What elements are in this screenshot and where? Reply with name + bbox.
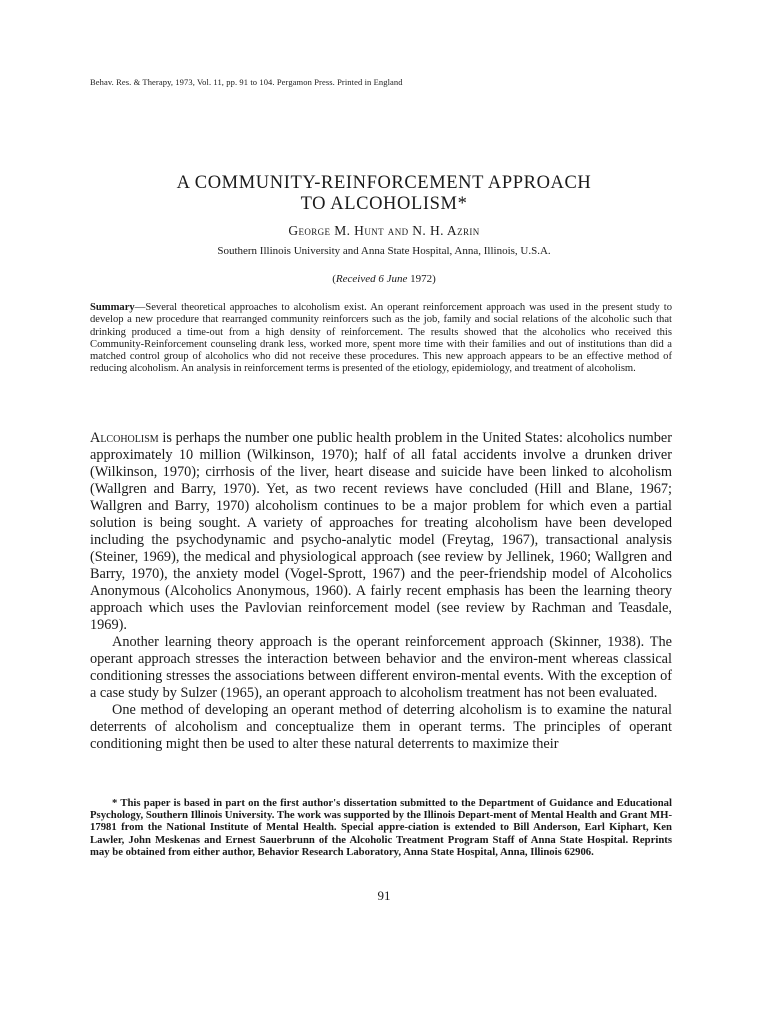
received-date: [0, 273, 768, 285]
abstract-summary: [90, 302, 672, 376]
journal-citation: Behav. Res. & Therapy, 1973, Vol. 11, pp. 91 to 104. Pergamon Press. Printed in England: [90, 77, 403, 87]
received-italic: Received 6 June: [335, 273, 408, 285]
body-paragraph-3: One method of developing an operant method of deterring alcoholism is to examine the natural deterrents of alcoholism and conceptualize them in operant terms. The principles of operant conditioning might then be used to alter these natural deterrents to maximize their: [90, 702, 672, 752]
footnote-text: * This paper is based in part on the first author's dissertation submitted to the Department of Guidance and Educational Psychology, Southern Illinois University. The work was supported by the Illinois Depart-ment of Mental Health and Grant MH-17981 from the National Institute of Mental Health. Special appre-ciation is extended to Bill Anderson, Earl Kiphart, Ken Lawler, John Meskenas and Ernest Sauerbrunn of the Alcoholic Treatment Program Staff of Anna State Hospital. Reprints may be obtained from either author, Behavior Research Laboratory, Anna State Hospital, Anna, Illinois 62906.: [90, 797, 673, 858]
page-number: 91: [377, 888, 391, 903]
summary-text: —Several theoretical approaches to alcoholism exist. An operant reinforcement approach was used in the present study to develop a new procedure that rearranged community reinforcers such as the job, family and social relations of the alcoholic such that drinking produced a time-out from a high density of reinforcement. The results showed that the alcoholics who received this Community-Reinforcement counseling drank less, worked more, spent more time with their families and out of institutions than did a matched control group of alcoholics who did not receive these procedures. This new approach appears to be an effective method of reducing alcoholism. An analysis in reinforcement terms is presented of the etiology, epidemiology, and treatment of alcoholism.: [90, 302, 672, 375]
body-paragraph-2: Another learning theory approach is the operant reinforcement approach (Skinner, 1938). The operant approach stresses the interaction between behavior and the environ-ment whereas classical conditioning stresses the associations between different environ-mental events. With the exception of a case study by Sulzer (1965), an operant approach to alcoholism treatment has not been evaluated.: [90, 634, 672, 701]
body-lead-word: Alcoholism: [90, 430, 159, 446]
summary-lead: Summary: [90, 302, 135, 313]
received-prefix: (: [332, 273, 336, 285]
body-text: [90, 430, 672, 753]
article-title-line-1: A COMMUNITY-REINFORCEMENT APPROACH: [176, 173, 592, 193]
author-affiliation: Southern Illinois University and Anna State Hospital, Anna, Illinois, U.S.A.: [217, 245, 551, 257]
body-paragraph-1: [90, 430, 672, 634]
footnote: [90, 797, 672, 858]
received-suffix: 1972): [407, 273, 436, 285]
article-title-line-2: TO ALCOHOLISM*: [300, 194, 468, 214]
body-paragraph-1-text: is perhaps the number one public health problem in the United States: alcoholics number approximately 10 million (Wilkinson, 1970); half of all fatal accidents involve a drunken driver (Wilkinson, 1970); cirrhosis of the liver, heart disease and suicide have been linked to alcoholism (Wallgren and Barry, 1970). Yet, as two recent reviews have concluded (Hill and Blane, 1967; Wallgren and Barry, 1970) alcoholism continues to be a major problem for which even a partial solution is being sought. A variety of approaches for treating alcoholism have been developed including the psychodynamic and psycho-analytic model (Freytag, 1967), transactional analysis (Steiner, 1969), the medical and physiological approach (see review by Jellinek, 1960; Wallgren and Barry, 1970), the anxiety model (Vogel-Sprott, 1967) and the peer-friendship model of Alcoholics Anonymous (Alcoholics Anonymous, 1960). A fairly recent emphasis has been the learning theory approach which uses the Pavlovian reinforcement model (see review by Rachman and Teasdale, 1969).: [90, 430, 672, 633]
author-names: George M. Hunt and N. H. Azrin: [288, 223, 480, 238]
